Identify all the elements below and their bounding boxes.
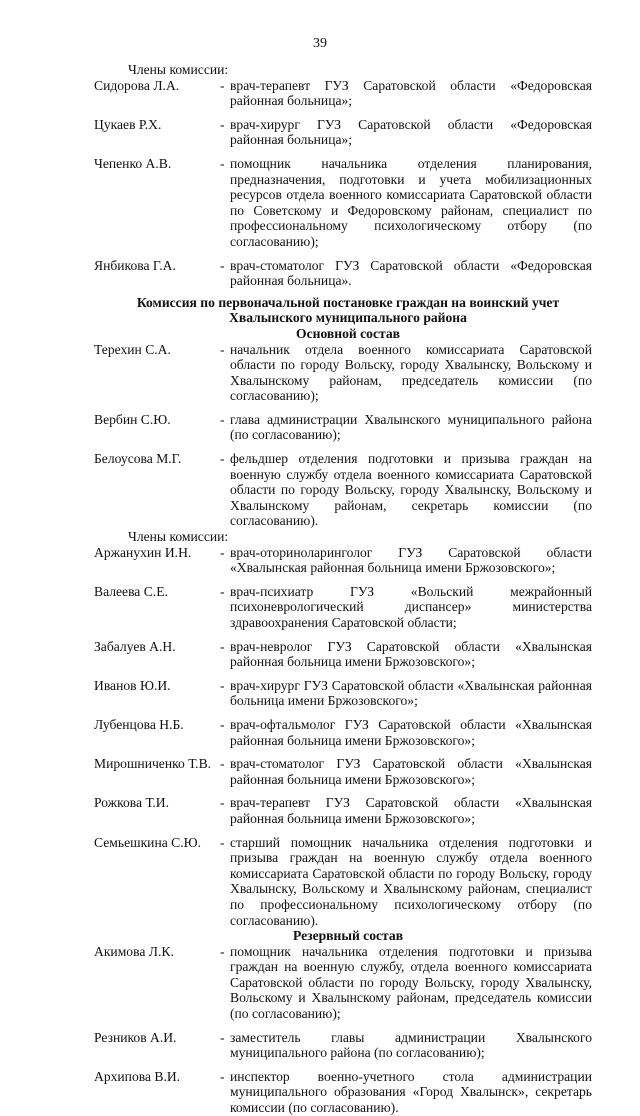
member-entry xyxy=(94,451,592,529)
dash-separator: - xyxy=(220,795,225,811)
dash-separator: - xyxy=(220,943,225,959)
member-entry xyxy=(94,944,592,1022)
dash-separator: - xyxy=(220,756,225,772)
member-entry xyxy=(94,678,592,709)
member-entry xyxy=(94,117,592,148)
member-entry xyxy=(94,342,592,404)
dash-separator: - xyxy=(220,341,225,357)
members-label: Члены комиссии: xyxy=(128,62,229,77)
member-name: Рожкова Т.И. xyxy=(94,795,170,811)
dash-separator: - xyxy=(220,257,225,273)
member-entry xyxy=(94,639,592,670)
member-name: Семьешкина С.Ю. xyxy=(94,834,201,850)
reserve-composition-list xyxy=(94,944,592,1116)
reserve-composition-heading: Резервный состав xyxy=(292,928,404,944)
member-position: врач-офтальмолог ГУЗ Саратовской области «Хвалынская районная больница имени Бржозовского»; xyxy=(230,716,592,748)
member-position: фельдшер отделения подготовки и призыва граждан на военную службу отдела военного комиссариата Саратовской области по городу Вольску, городу Хвалынску, Вольскому и Хвалынскому районам, секретарь комиссии (по согласованию). xyxy=(230,451,592,529)
member-entry xyxy=(94,156,592,250)
member-position: врач-терапевт ГУЗ Саратовской области «Хвалынская районная больница имени Бржозовского»; xyxy=(230,795,592,826)
member-position: врач-оториноларинголог ГУЗ Саратовской области «Хвалынская районная больница имени Бржозовского»; xyxy=(230,544,592,576)
member-entry xyxy=(94,795,592,826)
member-name: Забалуев А.Н. xyxy=(94,638,176,654)
member-position: помощник начальника отделения подготовки и призыва граждан на военную службу, отдела военного комиссариата Саратовской области по городу Вольску, городу Хвалынску, Вольскому и Хвалынскому районам, председатель комиссии (по согласованию); xyxy=(230,943,592,1022)
dash-separator: - xyxy=(220,155,225,171)
member-entry xyxy=(94,545,592,576)
member-name: Архипова В.И. xyxy=(94,1068,181,1084)
member-entry xyxy=(94,78,592,109)
member-position: помощник начальника отделения планирования, предназначения, подготовки и учета мобилизационных ресурсов отдела военного комиссариата Саратовской области по Советскому и Федоровскому районам, специалист по профессиональному психологическому отбору (по согласованию); xyxy=(230,155,592,249)
members-label: Члены комиссии: xyxy=(128,529,229,545)
member-entry xyxy=(94,835,592,929)
member-name: Чепенко А.В. xyxy=(94,155,172,171)
member-entry xyxy=(94,717,592,748)
member-name: Вербин С.Ю. xyxy=(94,411,171,427)
member-position: врач-терапевт ГУЗ Саратовской области «Федоровская районная больница»; xyxy=(230,77,592,109)
member-entry xyxy=(94,1069,592,1116)
member-name: Сидорова Л.А. xyxy=(94,77,180,93)
dash-separator: - xyxy=(220,411,225,427)
member-name: Аржанухин И.Н. xyxy=(94,544,192,560)
member-position: инспектор военно-учетного стола администрации муниципального образования «Город Хвалынск», секретарь комиссии (по согласованию). xyxy=(230,1068,592,1116)
member-name: Белоусова М.Г. xyxy=(94,451,182,467)
member-name: Мирошниченко Т.В. xyxy=(94,756,212,772)
document-body xyxy=(94,62,592,1116)
dash-separator: - xyxy=(220,1029,225,1045)
dash-separator: - xyxy=(220,677,225,693)
member-name: Валеева С.Е. xyxy=(94,583,168,599)
member-position: врач-невролог ГУЗ Саратовской области «Хвалынская районная больница имени Бржозовского»; xyxy=(230,638,592,670)
member-entry xyxy=(94,584,592,631)
page-number: 39 xyxy=(313,36,327,51)
member-entry xyxy=(94,756,592,787)
member-name: Цукаев Р.Х. xyxy=(94,116,162,132)
member-name: Акимова Л.К. xyxy=(94,943,174,959)
dash-separator: - xyxy=(220,1068,225,1084)
member-position: врач-психиатр ГУЗ «Вольский межрайонный психоневрологический диспансер» министерства здравоохранения Саратовской области; xyxy=(230,583,592,630)
member-position: врач-хирург ГУЗ Саратовской области «Федоровская районная больница»; xyxy=(230,116,592,148)
member-position: заместитель главы администрации Хвалынского муниципального района (по согласованию); xyxy=(230,1029,592,1061)
commission-members-list xyxy=(94,545,592,928)
dash-separator: - xyxy=(220,716,225,732)
group1-members-list xyxy=(94,78,592,289)
member-entry xyxy=(94,412,592,443)
dash-separator: - xyxy=(220,116,225,132)
member-entry xyxy=(94,258,592,289)
dash-separator: - xyxy=(220,834,225,850)
dash-separator: - xyxy=(220,451,225,467)
dash-separator: - xyxy=(220,544,225,560)
member-position: врач-хирург ГУЗ Саратовской области «Хвалынская районная больница имени Бржозовского»; xyxy=(230,677,592,709)
dash-separator: - xyxy=(220,77,225,93)
member-name: Резников А.И. xyxy=(94,1029,177,1045)
member-position: начальник отдела военного комиссариата Саратовской области по городу Вольску, городу Хвалынску, Вольскому и Хвалынскому районам, председатель комиссии (по согласованию); xyxy=(230,341,592,404)
main-composition-heading: Основной состав xyxy=(296,325,400,341)
dash-separator: - xyxy=(220,638,225,654)
member-entry xyxy=(94,1030,592,1061)
member-name: Иванов Ю.И. xyxy=(94,677,171,693)
commission-title-line1: Комиссия по первоначальной постановке граждан на воинский учет xyxy=(136,294,560,310)
member-name: Терехин С.А. xyxy=(94,341,171,357)
member-position: старший помощник начальника отделения подготовки и призыва граждан на военную службу отдела военного комиссариата Саратовской области по городу Вольску, городу Хвалынску, Вольскому и Хвалынскому районам, специалист по профессиональному психологическому отбору (по согласованию). xyxy=(230,834,592,928)
member-position: глава администрации Хвалынского муниципального района (по согласованию); xyxy=(230,411,592,443)
member-name: Лубенцова Н.Б. xyxy=(94,716,184,732)
member-name: Янбикова Г.А. xyxy=(94,257,176,273)
commission-title-line2: Хвалынского муниципального района xyxy=(229,310,467,326)
member-position: врач-стоматолог ГУЗ Саратовской области «Хвалынская районная больница имени Бржозовского»; xyxy=(230,756,592,787)
member-position: врач-стоматолог ГУЗ Саратовской области «Федоровская районная больница». xyxy=(230,257,592,289)
main-composition-list xyxy=(94,342,592,530)
dash-separator: - xyxy=(220,583,225,599)
